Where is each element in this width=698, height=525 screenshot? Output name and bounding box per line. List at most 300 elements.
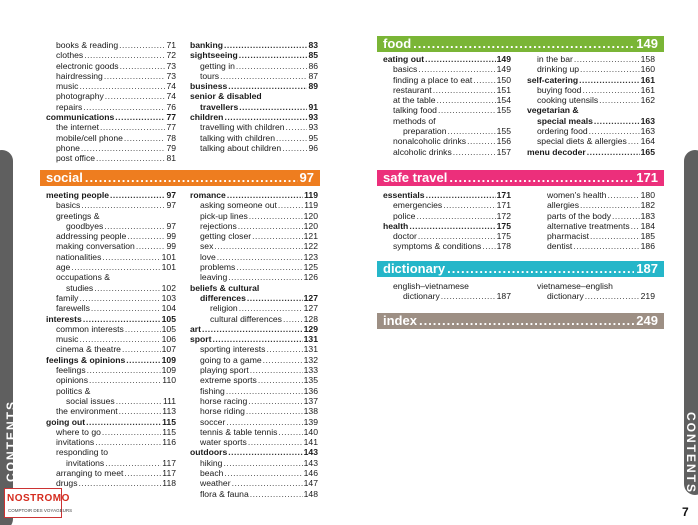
toc-entry-page: 107 xyxy=(161,344,176,355)
toc-entry[interactable] xyxy=(190,143,318,153)
toc-entry[interactable] xyxy=(537,241,655,251)
toc-entry-title: nationalities xyxy=(56,251,102,262)
toc-entry-page: 151 xyxy=(496,84,511,95)
toc-entry[interactable] xyxy=(383,105,511,115)
toc-heading-entry[interactable] xyxy=(383,190,511,200)
toc-entry-page: 135 xyxy=(303,375,318,386)
toc-entry[interactable] xyxy=(46,262,176,272)
toc-entry[interactable] xyxy=(190,262,318,272)
toc-entry-title: the environment xyxy=(56,406,118,417)
toc-entry[interactable] xyxy=(190,344,318,354)
dot-leader xyxy=(282,143,307,153)
toc-entry-title: feelings & opinions xyxy=(46,354,126,365)
toc-entry[interactable]: vietnamese–english xyxy=(537,281,613,291)
toc-entry-page: 163 xyxy=(640,126,655,137)
dot-leader xyxy=(217,252,303,262)
toc-entry[interactable] xyxy=(46,324,176,334)
toc-entry[interactable] xyxy=(190,427,318,437)
toc-entry[interactable] xyxy=(190,241,318,251)
toc-entry-title: common interests xyxy=(56,323,124,334)
toc-entry-page: 137 xyxy=(303,395,318,406)
toc-entry[interactable]: methods of xyxy=(393,115,436,126)
dot-leader xyxy=(278,427,302,437)
toc-entry-page: 93 xyxy=(308,112,318,123)
section-band-social[interactable] xyxy=(40,170,320,186)
dot-leader xyxy=(426,190,496,200)
toc-entry-page: 161 xyxy=(640,74,655,85)
dot-leader xyxy=(449,170,634,186)
toc-entry-page: 105 xyxy=(161,313,176,324)
toc-entry[interactable] xyxy=(46,478,176,488)
nostromo-logo xyxy=(4,488,73,518)
dot-leader xyxy=(122,344,161,354)
dot-leader xyxy=(115,112,165,122)
toc-entry-page: 110 xyxy=(162,375,176,386)
toc-entry-page: 132 xyxy=(303,354,318,365)
toc-entry-title: religion xyxy=(210,303,238,314)
toc-entry-title: dictionary xyxy=(547,291,584,302)
toc-entry-title: menu decoder xyxy=(527,146,586,157)
dot-leader xyxy=(286,122,308,132)
toc-entry-title: travelling with children xyxy=(200,122,285,133)
dot-leader xyxy=(79,81,165,91)
toc-entry-title: sex xyxy=(200,241,214,252)
toc-entry-page: 131 xyxy=(303,334,318,345)
toc-entry[interactable] xyxy=(46,283,176,293)
toc-entry[interactable] xyxy=(46,91,176,101)
toc-entry[interactable] xyxy=(46,102,176,112)
toc-entry-page: 99 xyxy=(166,241,176,252)
dot-leader xyxy=(263,355,303,365)
dot-leader xyxy=(473,75,495,85)
section-band-food[interactable] xyxy=(377,36,664,52)
toc-entry-title: books & reading xyxy=(56,40,119,50)
toc-heading-entry[interactable] xyxy=(383,54,511,64)
dot-leader xyxy=(71,262,160,272)
toc-entry-page: 160 xyxy=(640,64,655,75)
toc-entry[interactable] xyxy=(190,437,318,447)
toc-entry[interactable] xyxy=(190,200,318,210)
toc-entry-title: preparation xyxy=(403,126,447,137)
toc-column-2-top xyxy=(190,40,318,153)
toc-entry-title: going out xyxy=(46,416,86,427)
toc-entry[interactable] xyxy=(46,81,176,91)
toc-entry-title: water sports xyxy=(200,437,247,448)
toc-heading-entry[interactable] xyxy=(190,81,318,91)
toc-entry-title: parts of the body xyxy=(547,210,612,221)
toc-entry-page: 115 xyxy=(162,426,176,437)
toc-column-1-top xyxy=(46,40,176,164)
toc-entry[interactable] xyxy=(190,133,318,143)
dot-leader xyxy=(126,355,160,365)
toc-entry[interactable] xyxy=(383,85,511,95)
dot-leader xyxy=(628,136,640,146)
toc-entry-title: horse racing xyxy=(200,395,248,406)
dot-leader xyxy=(580,200,640,210)
toc-entry[interactable] xyxy=(383,126,511,136)
toc-entry[interactable] xyxy=(46,221,176,231)
dot-leader xyxy=(104,71,166,81)
dot-leader xyxy=(266,344,302,354)
toc-entry-page: 155 xyxy=(496,105,511,116)
toc-entry[interactable] xyxy=(190,122,318,132)
toc-entry[interactable] xyxy=(46,50,176,60)
dot-leader xyxy=(89,375,161,385)
toc-entry[interactable] xyxy=(527,291,655,301)
toc-entry[interactable] xyxy=(46,406,176,416)
toc-entry-page: 156 xyxy=(496,136,511,147)
toc-entry[interactable] xyxy=(383,200,511,210)
toc-entry[interactable] xyxy=(190,478,318,488)
toc-entry[interactable] xyxy=(46,293,176,303)
dot-leader xyxy=(416,211,495,221)
toc-entry[interactable] xyxy=(46,153,176,163)
toc-entry[interactable] xyxy=(190,211,318,221)
dot-leader xyxy=(136,241,166,251)
toc-entry[interactable] xyxy=(190,71,318,81)
dot-leader xyxy=(278,200,303,210)
toc-entry-title: beach xyxy=(200,468,224,479)
toc-entry-title: photography xyxy=(56,91,104,102)
toc-entry[interactable] xyxy=(190,489,318,499)
toc-entry-page: 120 xyxy=(303,210,318,221)
dot-leader xyxy=(95,437,161,447)
toc-heading-entry[interactable] xyxy=(190,190,318,200)
toc-entry-page: 109 xyxy=(161,354,176,365)
toc-entry[interactable]: vegetarian & xyxy=(527,105,579,116)
toc-entry[interactable] xyxy=(190,375,318,385)
toc-entry-page: 148 xyxy=(303,488,318,499)
toc-entry[interactable] xyxy=(190,406,318,416)
toc-entry-title: mobile/cell phone xyxy=(56,132,123,143)
toc-entry-page: 97 xyxy=(166,200,176,211)
toc-entry[interactable] xyxy=(190,386,318,396)
dot-leader xyxy=(238,221,303,231)
section-band-dictionary-label: dictionary xyxy=(383,261,446,276)
toc-heading-entry[interactable] xyxy=(190,50,318,60)
toc-entry[interactable] xyxy=(383,291,511,301)
toc-entry-title: art xyxy=(190,323,201,334)
dot-leader xyxy=(441,291,496,301)
toc-entry[interactable] xyxy=(190,396,318,406)
toc-entry-title: the internet xyxy=(56,122,99,133)
toc-entry-title: special meals xyxy=(537,115,593,126)
toc-entry-page: 116 xyxy=(162,437,176,448)
toc-entry[interactable] xyxy=(537,190,655,200)
toc-entry-title: studies xyxy=(66,282,94,293)
dot-leader xyxy=(425,54,496,64)
toc-entry-title: talking about children xyxy=(200,142,282,153)
toc-entry-page: 85 xyxy=(308,50,318,61)
page-number: 7 xyxy=(682,505,689,519)
toc-entry[interactable] xyxy=(46,303,176,313)
toc-entry[interactable] xyxy=(46,334,176,344)
toc-entry-title: sporting interests xyxy=(200,344,266,355)
toc-entry[interactable] xyxy=(190,355,318,365)
dot-leader xyxy=(437,95,496,105)
toc-entry-page: 87 xyxy=(308,70,318,81)
dot-leader xyxy=(94,283,160,293)
toc-entry-page: 102 xyxy=(161,282,176,293)
dot-leader xyxy=(100,122,165,132)
toc-entry[interactable] xyxy=(527,54,655,64)
toc-entry[interactable] xyxy=(46,71,176,81)
dot-leader xyxy=(212,334,302,344)
toc-entry[interactable] xyxy=(46,468,176,478)
section-band-food-label: food xyxy=(383,36,412,51)
dot-leader xyxy=(224,112,307,122)
toc-entry[interactable] xyxy=(190,231,318,241)
toc-entry-page: 76 xyxy=(166,101,176,112)
toc-entry[interactable] xyxy=(190,314,318,324)
toc-entry[interactable] xyxy=(46,231,176,241)
toc-entry-title: banking xyxy=(190,40,223,50)
toc-entry[interactable] xyxy=(190,221,318,231)
dot-leader xyxy=(227,190,303,200)
toc-heading-entry[interactable] xyxy=(190,40,318,50)
toc-entry-title: invitations xyxy=(66,457,105,468)
toc-entry-title: hiking xyxy=(200,457,223,468)
toc-entry[interactable]: english–vietnamese xyxy=(393,281,469,291)
toc-entry[interactable] xyxy=(46,458,176,468)
toc-heading-entry[interactable] xyxy=(46,314,176,324)
toc-entry-title: talking food xyxy=(393,105,437,116)
toc-entry-title: invitations xyxy=(56,437,95,448)
toc-entry[interactable] xyxy=(383,147,511,157)
dot-leader xyxy=(202,324,303,334)
toc-entry[interactable] xyxy=(46,40,176,50)
toc-entry-title: leaving xyxy=(200,272,228,283)
toc-entry[interactable] xyxy=(527,136,655,146)
toc-heading-entry[interactable] xyxy=(383,221,511,231)
dot-leader xyxy=(214,241,302,251)
toc-entry[interactable] xyxy=(190,468,318,478)
toc-heading-entry[interactable] xyxy=(46,355,176,365)
toc-entry-page: 99 xyxy=(166,231,176,242)
toc-entry[interactable] xyxy=(190,303,318,313)
side-tab-left-label: CONTENTS xyxy=(4,400,18,482)
toc-entry[interactable] xyxy=(190,61,318,71)
toc-entry-title: essentials xyxy=(383,190,425,200)
toc-entry-title: police xyxy=(393,210,416,221)
toc-entry-title: weather xyxy=(200,478,231,489)
toc-entry[interactable] xyxy=(383,95,511,105)
dot-leader xyxy=(226,417,302,427)
toc-entry-title: allergies xyxy=(547,200,580,211)
toc-entry[interactable]: greetings & xyxy=(56,210,100,221)
toc-heading-entry[interactable] xyxy=(190,334,318,344)
toc-entry-page: 73 xyxy=(166,60,176,71)
dot-leader xyxy=(236,61,308,71)
toc-entry[interactable] xyxy=(46,375,176,385)
dot-leader xyxy=(594,116,640,126)
section-band-safe-travel[interactable] xyxy=(377,170,664,186)
toc-entry-title: soccer xyxy=(200,416,226,427)
toc-social-column-2 xyxy=(190,190,318,499)
toc-entry[interactable] xyxy=(46,241,176,251)
toc-entry[interactable] xyxy=(190,102,318,112)
toc-entry-page: 105 xyxy=(161,323,176,334)
dot-leader xyxy=(590,231,640,241)
toc-entry-title: business xyxy=(190,81,228,92)
toc-entry-title: buying food xyxy=(537,84,582,95)
toc-entry[interactable] xyxy=(537,200,655,210)
toc-entry-title: playing sport xyxy=(200,365,249,376)
toc-entry[interactable] xyxy=(46,437,176,447)
toc-entry[interactable] xyxy=(190,458,318,468)
toc-entry[interactable]: occupations & xyxy=(56,272,110,283)
toc-entry-page: 183 xyxy=(640,210,655,221)
toc-entry[interactable] xyxy=(46,396,176,406)
toc-entry[interactable] xyxy=(383,75,511,85)
dot-leader xyxy=(110,190,165,200)
toc-entry[interactable] xyxy=(46,143,176,153)
toc-entry-page: 184 xyxy=(640,220,655,231)
dot-leader xyxy=(447,126,495,136)
dot-leader xyxy=(580,64,640,74)
toc-entry-page: 78 xyxy=(166,132,176,143)
toc-entry-page: 158 xyxy=(640,54,655,64)
toc-entry-page: 157 xyxy=(496,146,511,157)
toc-entry-page: 115 xyxy=(162,416,176,427)
toc-entry-page: 143 xyxy=(303,457,318,468)
toc-entry-page: 164 xyxy=(640,136,655,147)
toc-entry[interactable]: politics & xyxy=(56,385,91,396)
toc-entry-title: at the table xyxy=(393,95,436,106)
toc-entry-page: 186 xyxy=(640,241,655,252)
toc-entry-page: 185 xyxy=(640,231,655,242)
toc-entry-title: sightseeing xyxy=(190,50,238,61)
toc-entry[interactable] xyxy=(527,64,655,74)
dot-leader xyxy=(224,468,302,478)
toc-entry-title: repairs xyxy=(56,101,83,112)
toc-entry-page: 161 xyxy=(640,84,655,95)
toc-entry-page: 118 xyxy=(162,478,176,489)
toc-entry-title: arranging to meet xyxy=(56,468,124,479)
toc-heading-entry[interactable] xyxy=(190,324,318,334)
dot-leader xyxy=(631,221,640,231)
toc-entry-title: romance xyxy=(190,190,226,200)
toc-entry[interactable] xyxy=(537,221,655,231)
dot-leader xyxy=(252,231,303,241)
toc-dictionary-column-2 xyxy=(527,281,655,302)
toc-entry[interactable] xyxy=(46,427,176,437)
dot-leader xyxy=(239,102,307,112)
toc-entry[interactable] xyxy=(46,133,176,143)
toc-entry-title: rejections xyxy=(200,220,237,231)
toc-entry-page: 89 xyxy=(308,81,318,92)
toc-entry[interactable] xyxy=(190,365,318,375)
toc-entry-page: 109 xyxy=(161,365,176,376)
toc-entry-title: emergencies xyxy=(393,200,443,211)
dot-leader xyxy=(119,40,165,50)
toc-entry[interactable] xyxy=(46,344,176,354)
toc-entry-page: 171 xyxy=(496,190,511,200)
toc-entry-page: 117 xyxy=(162,457,176,468)
toc-entry[interactable] xyxy=(383,231,511,241)
dot-leader xyxy=(105,458,161,468)
toc-entry[interactable] xyxy=(46,200,176,210)
toc-entry-title: family xyxy=(56,292,79,303)
dot-leader xyxy=(250,489,303,499)
toc-entry[interactable] xyxy=(383,241,511,251)
toc-heading-entry[interactable] xyxy=(527,147,655,157)
dot-leader xyxy=(482,241,495,251)
toc-entry[interactable] xyxy=(190,417,318,427)
toc-entry[interactable] xyxy=(190,252,318,262)
toc-heading-entry[interactable] xyxy=(46,190,176,200)
toc-entry[interactable] xyxy=(527,95,655,105)
toc-heading-entry[interactable] xyxy=(46,417,176,427)
toc-entry-page: 155 xyxy=(496,126,511,137)
toc-entry-title: post office xyxy=(56,153,96,164)
toc-entry[interactable] xyxy=(383,64,511,74)
toc-entry-page: 141 xyxy=(303,437,318,448)
toc-entry[interactable] xyxy=(46,122,176,132)
toc-entry[interactable]: beliefs & cultural xyxy=(190,282,260,293)
toc-entry-page: 77 xyxy=(166,112,176,123)
toc-heading-entry[interactable] xyxy=(190,447,318,457)
toc-entry-title: communications xyxy=(46,112,115,123)
toc-entry[interactable] xyxy=(527,126,655,136)
dot-leader xyxy=(124,468,161,478)
section-band-safe-travel-page: 171 xyxy=(636,170,658,185)
toc-entry-page: 74 xyxy=(166,81,176,92)
toc-entry-page: 117 xyxy=(162,468,176,479)
toc-entry[interactable] xyxy=(46,61,176,71)
toc-entry[interactable] xyxy=(537,231,655,241)
toc-entry-title: age xyxy=(56,262,71,273)
toc-entry[interactable] xyxy=(537,211,655,221)
toc-entry[interactable] xyxy=(190,293,318,303)
toc-entry-title: differences xyxy=(200,292,246,303)
toc-entry-page: 127 xyxy=(303,303,318,314)
dot-leader xyxy=(276,133,307,143)
dot-leader xyxy=(418,231,496,241)
toc-entry[interactable]: responding to xyxy=(56,447,109,458)
toc-entry[interactable] xyxy=(527,85,655,95)
toc-entry-page: 103 xyxy=(161,292,176,303)
toc-entry-page: 79 xyxy=(166,142,176,153)
toc-entry-page: 172 xyxy=(496,210,511,221)
dot-leader xyxy=(418,64,495,74)
section-band-dictionary[interactable] xyxy=(377,261,664,277)
toc-entry-title: music xyxy=(56,334,79,345)
toc-heading-entry[interactable] xyxy=(46,112,176,122)
toc-heading-entry[interactable] xyxy=(190,112,318,122)
toc-entry[interactable]: senior & disabled xyxy=(190,91,262,102)
toc-entry[interactable] xyxy=(46,365,176,375)
dot-leader xyxy=(443,200,495,210)
dot-leader xyxy=(224,40,307,50)
toc-entry-title: cinema & theatre xyxy=(56,344,121,355)
toc-heading-entry[interactable] xyxy=(527,75,655,85)
toc-entry[interactable] xyxy=(383,211,511,221)
dot-leader xyxy=(87,365,161,375)
dot-leader xyxy=(223,458,302,468)
section-band-social-label: social xyxy=(46,170,83,185)
toc-entry[interactable] xyxy=(46,252,176,262)
toc-entry-page: 125 xyxy=(303,262,318,273)
section-band-food-page: 149 xyxy=(636,36,658,51)
logo-name: NOSTROMO xyxy=(7,493,70,504)
toc-entry[interactable] xyxy=(527,116,655,126)
toc-entry-title: special diets & allergies xyxy=(537,136,627,147)
toc-entry[interactable] xyxy=(190,272,318,282)
section-band-index[interactable] xyxy=(377,313,664,329)
toc-entry-title: dictionary xyxy=(403,291,440,302)
toc-entry[interactable] xyxy=(383,136,511,146)
